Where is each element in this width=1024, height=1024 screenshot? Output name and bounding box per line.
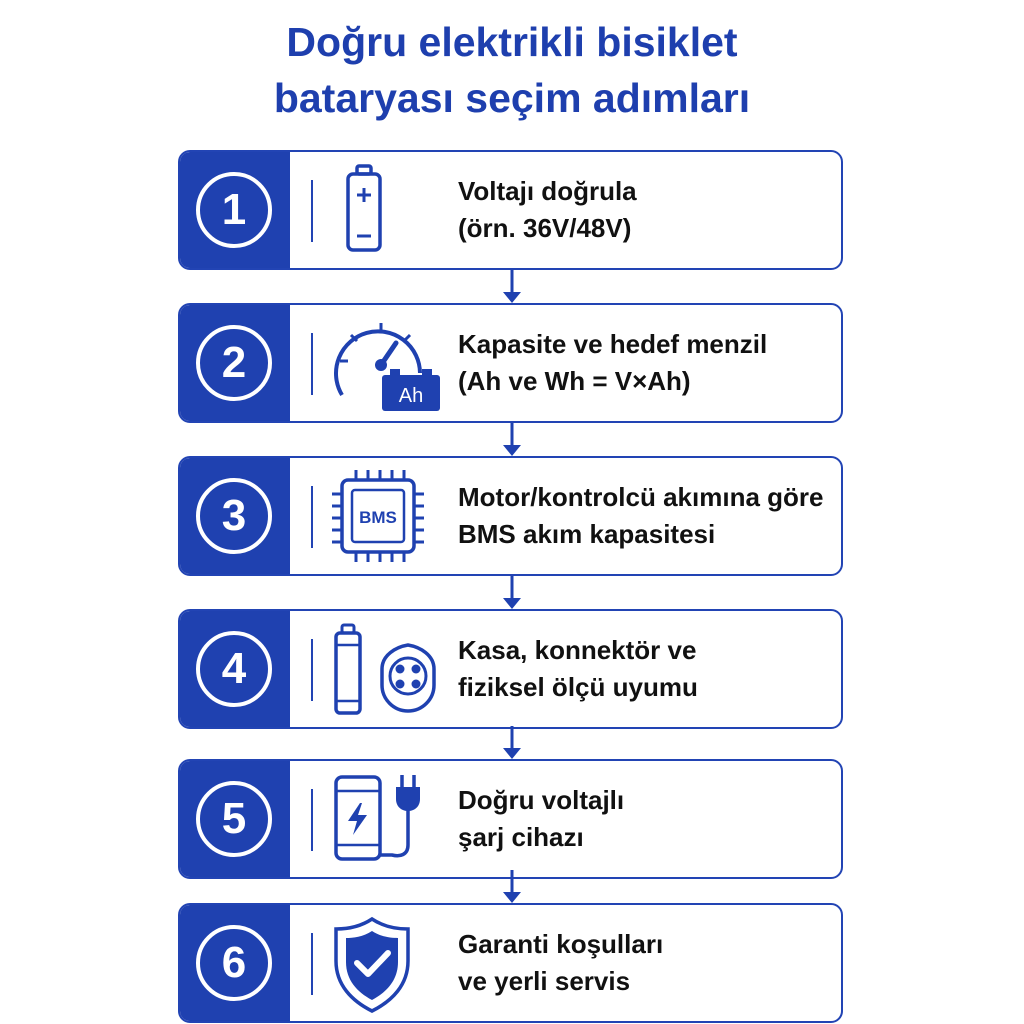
step-label <box>458 479 838 553</box>
step-number-panel <box>180 152 290 268</box>
step-label-line-1: Garanti koşulları <box>458 929 664 959</box>
step-number: 6 <box>196 925 272 1001</box>
step-label-line-1: Doğru voltajlı <box>458 785 625 815</box>
step-number-panel <box>180 905 290 1021</box>
step-card-1 <box>178 150 843 270</box>
step-label <box>458 632 838 706</box>
step-label-line-2: fiziksel ölçü uyumu <box>458 672 698 702</box>
step-label <box>458 326 838 400</box>
title-line-1: Doğru elektrikli bisiklet <box>286 19 738 65</box>
step-label-line-2: ve yerli servis <box>458 966 631 996</box>
step-label-line-2: şarj cihazı <box>458 822 584 852</box>
step-label <box>458 173 838 247</box>
divider <box>311 333 313 395</box>
step-number: 2 <box>196 325 272 401</box>
bms-chip-icon <box>320 458 450 574</box>
step-label <box>458 926 838 1000</box>
step-label-line-1: Kapasite ve hedef menzil <box>458 329 768 359</box>
step-number-panel <box>180 761 290 877</box>
gauge-battery-icon <box>320 305 450 421</box>
flow-arrow <box>500 870 524 906</box>
step-label-line-2: BMS akım kapasitesi <box>458 519 716 549</box>
step-label-line-1: Motor/kontrolcü akımına göre <box>458 482 824 512</box>
step-number: 3 <box>196 478 272 554</box>
divider <box>311 180 313 242</box>
divider <box>311 486 313 548</box>
step-number: 1 <box>196 172 272 248</box>
flow-arrow <box>500 423 524 459</box>
step-label-line-2: (Ah ve Wh = V×Ah) <box>458 366 691 396</box>
step-card-3 <box>178 456 843 576</box>
step-label-line-1: Voltajı doğrula <box>458 176 637 206</box>
step-card-6 <box>178 903 843 1023</box>
battery-icon <box>320 152 450 268</box>
flow-arrow <box>500 270 524 306</box>
bms-label: BMS <box>359 508 397 527</box>
step-card-5 <box>178 759 843 879</box>
cell-connector-icon <box>320 611 450 727</box>
step-card-2 <box>178 303 843 423</box>
step-label-line-1: Kasa, konnektör ve <box>458 635 697 665</box>
divider <box>311 639 313 701</box>
title-line-2: bataryası seçim adımları <box>273 75 751 121</box>
step-number-panel <box>180 458 290 574</box>
flow-arrow <box>500 576 524 612</box>
step-number: 4 <box>196 631 272 707</box>
step-label-line-2: (örn. 36V/48V) <box>458 213 632 243</box>
flow-arrow <box>500 726 524 762</box>
page-title <box>0 14 1024 126</box>
step-number: 5 <box>196 781 272 857</box>
charger-plug-icon <box>320 761 450 877</box>
ah-badge: Ah <box>398 385 424 407</box>
step-number-panel <box>180 305 290 421</box>
divider <box>311 933 313 995</box>
divider <box>311 789 313 851</box>
step-card-4 <box>178 609 843 729</box>
step-label <box>458 782 838 856</box>
shield-check-icon <box>320 905 450 1021</box>
step-number-panel <box>180 611 290 727</box>
